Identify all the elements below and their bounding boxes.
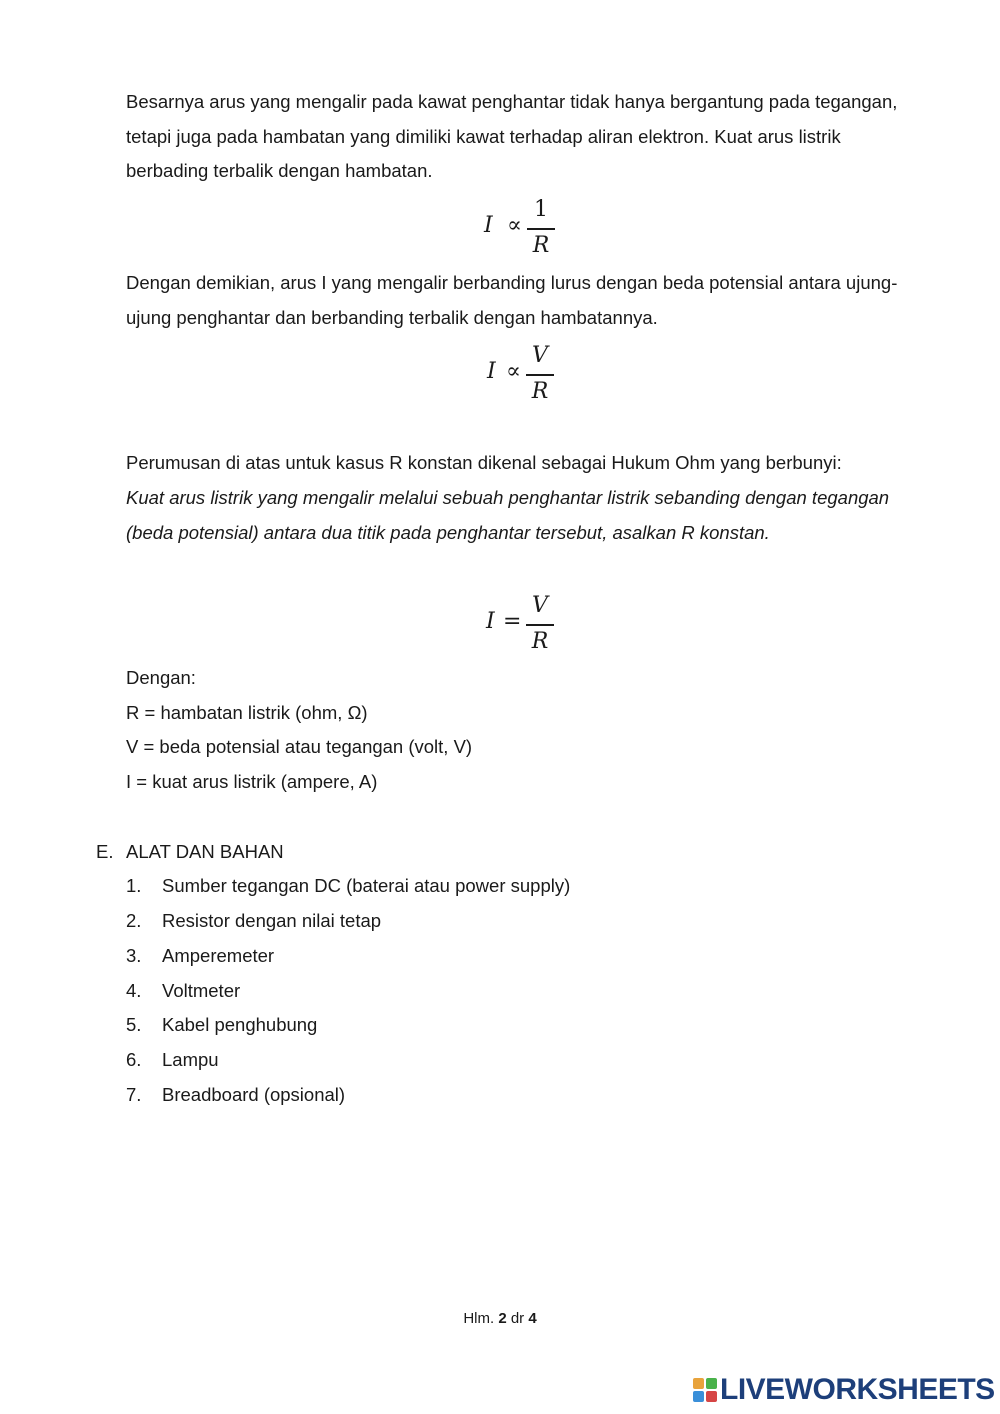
paragraph-ohm-law-statement: Kuat arus listrik yang mengalir melalui sebuah penghantar listrik sebanding dengan tegangan (beda potensial) antara dua titik pada penghantar tersebut, asalkan R konstan. <box>126 487 890 543</box>
fraction-bar <box>526 624 554 626</box>
brand-name: LIVEWORKSHEETS <box>720 1373 995 1406</box>
fraction-bar <box>526 374 554 376</box>
list-item-number: 4. <box>126 980 142 1001</box>
list-item-number: 2. <box>126 910 142 931</box>
formula-lhs: I <box>486 609 495 634</box>
list-item-number: 3. <box>126 945 142 966</box>
fraction-denominator: R <box>532 233 550 258</box>
logo-square <box>693 1391 704 1402</box>
fraction-numerator: V <box>532 593 548 618</box>
paragraph-intro: Besarnya arus yang mengalir pada kawat penghantar tidak hanya bergantung pada tegangan, tetapi juga pada hambatan yang dimiliki kawat terhadap aliran elektron. Kuat arus listrik berbading terbalik dengan hambatan. <box>126 91 898 182</box>
section-title: ALAT DAN BAHAN <box>126 841 284 862</box>
page-footer <box>0 1310 1000 1327</box>
list-item <box>126 1043 219 1078</box>
list-item-text: Kabel penghubung <box>162 1014 318 1035</box>
list-item <box>126 939 274 974</box>
fraction-denominator: R <box>531 379 549 404</box>
paragraph-proportional: Dengan demikian, arus I yang mengalir berbanding lurus dengan beda potensial antara ujung-ujung penghantar dan berbanding terbalik dengan hambatannya. <box>126 272 898 328</box>
list-item-number: 5. <box>126 1014 142 1035</box>
fraction-numerator: 1 <box>534 197 548 222</box>
formula-ohm-law <box>0 592 1000 656</box>
formula-lhs: I <box>484 213 493 238</box>
footer-page-total: 4 <box>528 1310 537 1327</box>
footer-page-number: 2 <box>498 1310 507 1327</box>
definitions-heading: Dengan: <box>126 667 196 688</box>
logo-square <box>693 1378 704 1389</box>
formula-proportional <box>0 342 1000 406</box>
section-letter: E. <box>96 841 114 862</box>
list-item-text: Resistor dengan nilai tetap <box>162 910 382 931</box>
list-item <box>126 904 381 939</box>
brand-watermark <box>693 1372 995 1408</box>
list-item-text: Sumber tegangan DC (baterai atau power supply) <box>162 875 571 896</box>
paragraph-ohm-law-intro: Perumusan di atas untuk kasus R konstan dikenal sebagai Hukum Ohm yang berbunyi: <box>126 452 842 473</box>
fraction-denominator: R <box>531 629 549 654</box>
fraction-numerator: V <box>532 343 548 368</box>
list-item <box>126 869 570 904</box>
fraction-bar <box>527 228 555 230</box>
list-item-number: 6. <box>126 1049 142 1070</box>
list-item <box>126 974 240 1009</box>
liveworksheets-logo-icon <box>693 1378 717 1402</box>
list-item <box>126 1008 317 1043</box>
list-item-text: Amperemeter <box>162 945 275 966</box>
formula-operator: = <box>503 609 522 634</box>
list-item <box>126 1078 345 1113</box>
formula-operator: ∝ <box>506 359 521 384</box>
definition-voltage: V = beda potensial atau tegangan (volt, V) <box>126 736 473 757</box>
formula-lhs: I <box>487 359 496 384</box>
definition-current: I = kuat arus listrik (ampere, A) <box>126 771 378 792</box>
list-item-text: Lampu <box>162 1049 219 1070</box>
footer-separator: dr <box>510 1310 525 1327</box>
formula-inverse-resistance <box>0 196 1000 260</box>
logo-square <box>706 1391 717 1402</box>
list-item-number: 1. <box>126 875 142 896</box>
list-item-text: Voltmeter <box>162 980 241 1001</box>
footer-prefix: Hlm. <box>463 1310 495 1327</box>
list-item-text: Breadboard (opsional) <box>162 1084 346 1105</box>
logo-square <box>706 1378 717 1389</box>
formula-operator: ∝ <box>507 213 522 238</box>
section-heading-e <box>96 835 284 870</box>
list-item-number: 7. <box>126 1084 142 1105</box>
definition-resistance: R = hambatan listrik (ohm, Ω) <box>126 702 368 723</box>
